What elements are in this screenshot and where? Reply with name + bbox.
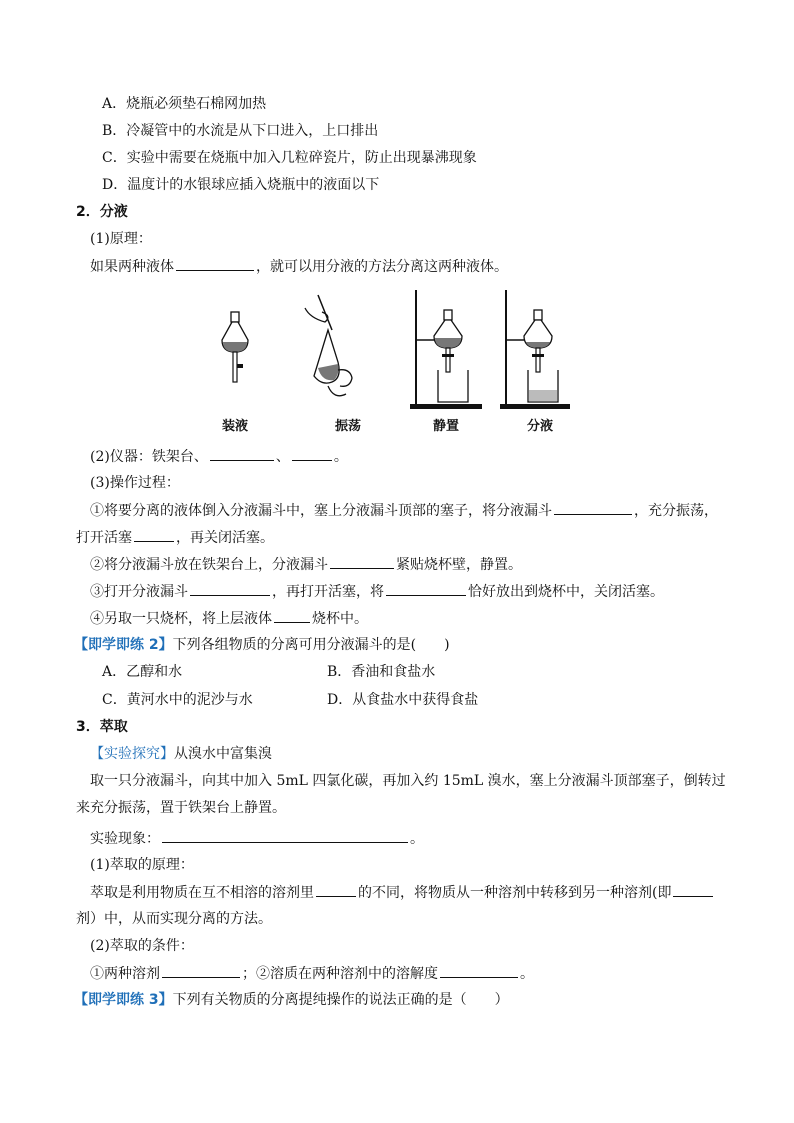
extraction-principle-label: (1)萃取的原理： <box>90 857 194 873</box>
figure-label-fill: 装液 <box>221 419 248 434</box>
practice-2-option-c: C．黄河水中的泥沙与水 <box>102 692 253 708</box>
blank <box>210 446 274 461</box>
blank <box>554 500 632 515</box>
blank <box>316 882 356 897</box>
blank <box>274 608 310 623</box>
option-d: D．温度计的水银球应插入烧瓶中的液面以下 <box>102 177 380 193</box>
phenomenon-line: 实验现象： 。 <box>90 828 424 849</box>
extraction-principle-2: 剂）中，从而实现分离的方法。 <box>76 911 272 927</box>
procedure-label: (3)操作过程： <box>90 475 180 491</box>
principle-label: (1)原理： <box>90 231 152 247</box>
funnel-shaking-icon <box>305 295 352 396</box>
figure-label-stand: 静置 <box>432 419 459 434</box>
figure-label-shake: 振荡 <box>334 419 361 434</box>
step-2: ②将分液漏斗放在铁架台上，分液漏斗 紧贴烧杯壁，静置。 <box>90 554 522 575</box>
blank <box>673 882 713 897</box>
blank <box>190 581 270 596</box>
explore-heading: 【实验探究】从溴水中富集溴 <box>90 746 272 762</box>
explore-desc-2: 来充分振荡，置于铁架台上静置。 <box>76 800 286 816</box>
funnel-standing-icon <box>410 290 482 409</box>
extraction-conditions: ①两种溶剂 ；②溶质在两种溶剂中的溶解度 。 <box>90 963 534 984</box>
blank <box>134 527 174 542</box>
funnel-filling-icon <box>222 312 248 382</box>
blank <box>386 581 466 596</box>
option-a: A．烧瓶必须垫石棉网加热 <box>102 96 267 112</box>
option-b: B．冷凝管中的水流是从下口进入，上口排出 <box>102 123 379 139</box>
step-1b: 打开活塞 ，再关闭活塞。 <box>76 527 274 548</box>
blank <box>440 963 518 978</box>
funnel-separating-icon <box>500 290 570 409</box>
principle-sentence: 如果两种液体 ，就可以用分液的方法分离这两种液体。 <box>90 256 508 277</box>
practice-2-option-a: A．乙醇和水 <box>102 664 183 680</box>
section-3-title: 3．萃取 <box>76 719 128 735</box>
option-c: C．实验中需要在烧瓶中加入几粒碎瓷片，防止出现暴沸现象 <box>102 150 477 166</box>
practice-2-option-b: B．香油和食盐水 <box>327 664 436 680</box>
practice-2-question: 【即学即练 2】下列各组物质的分离可用分液漏斗的是( ) <box>74 637 450 653</box>
blank <box>162 828 408 843</box>
blank <box>176 256 254 271</box>
extraction-condition-label: (2)萃取的条件： <box>90 938 194 954</box>
practice-3-question: 【即学即练 3】下列有关物质的分离提纯操作的说法正确的是（ ） <box>74 992 509 1008</box>
step-4: ④另取一只烧杯，将上层液体 烧杯中。 <box>90 608 368 629</box>
section-2-title: 2．分液 <box>76 204 128 220</box>
blank <box>292 446 332 461</box>
funnel-figure <box>210 290 570 410</box>
explore-desc-1: 取一只分液漏斗，向其中加入 5mL 四氯化碳，再加入约 15mL 溴水，塞上分液漏斗顶部塞子，倒转过 <box>90 773 726 789</box>
blank <box>330 554 394 569</box>
figure-label-separate: 分液 <box>526 419 553 434</box>
extraction-principle-1: 萃取是利用物质在互不相溶的溶剂里 的不同，将物质从一种溶剂中转移到另一种溶剂(即 <box>90 882 715 903</box>
instruments-line: (2)仪器：铁架台、 、 。 <box>90 446 348 467</box>
step-3: ③打开分液漏斗 ，再打开活塞，将 恰好放出到烧杯中，关闭活塞。 <box>90 581 664 602</box>
blank <box>162 963 240 978</box>
step-1: ①将要分离的液体倒入分液漏斗中，塞上分液漏斗顶部的塞子，将分液漏斗 ，充分振荡， <box>90 500 718 521</box>
practice-2-option-d: D．从食盐水中获得食盐 <box>327 692 479 708</box>
